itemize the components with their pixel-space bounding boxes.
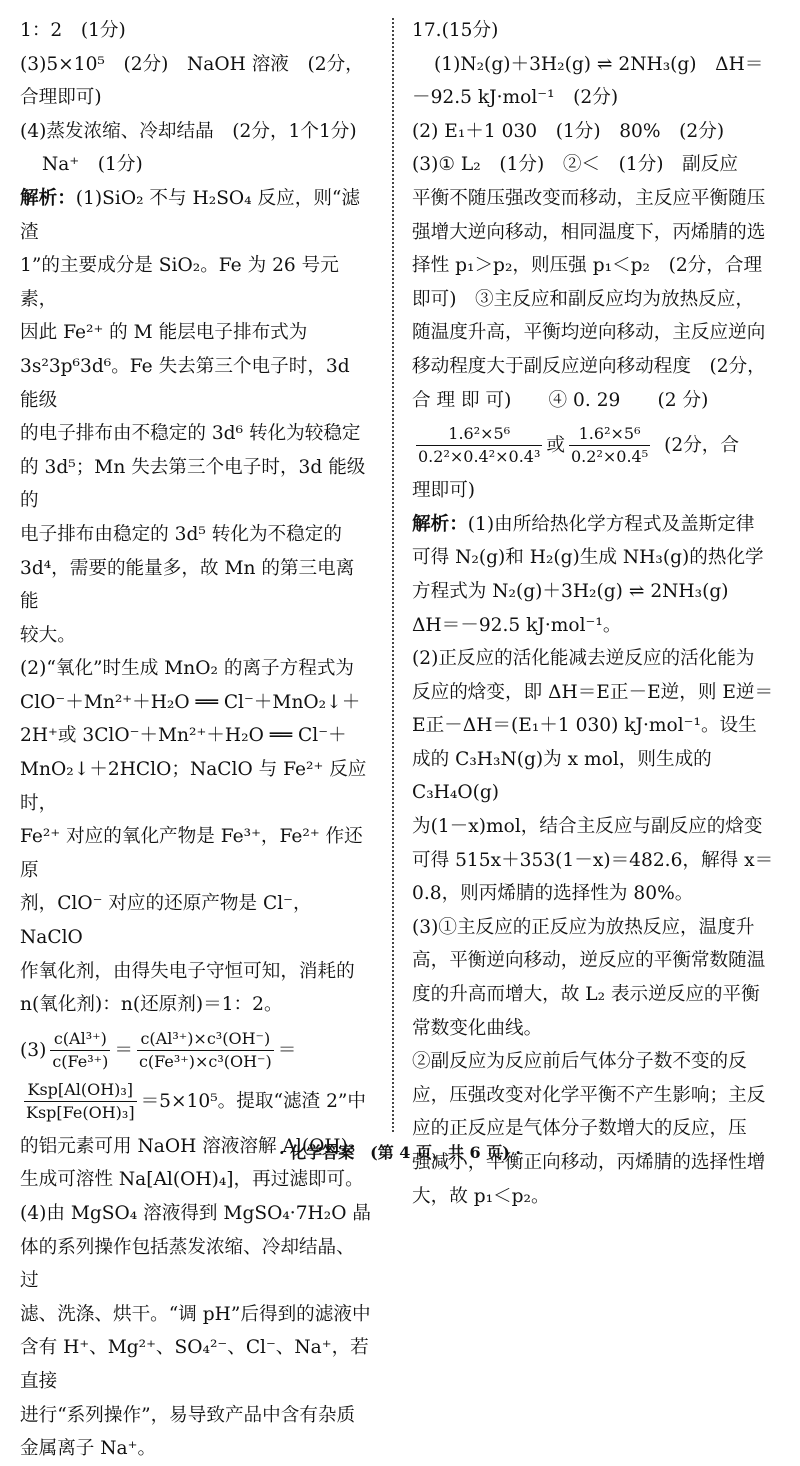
text-line: 移动程度大于副反应逆向移动程度 (2分， bbox=[412, 355, 766, 377]
text-line: (3)① L₂ (1分) ②＜ (1分) 副反应 bbox=[412, 154, 738, 176]
text-line: (2)正反应的活化能减去逆反应的活化能为 bbox=[412, 648, 755, 670]
text-line: MnO₂↓＋2HClO；NaClO 与 Fe²⁺ 反应时， bbox=[20, 759, 367, 814]
ksp-formula: $\frac{\text{Ksp[Al(OH)₃]}}{\text{Ksp[Fe(OH)₃]}}$ ＝5×10⁵。提取“滤渣 2”中 bbox=[26, 1079, 366, 1122]
text-line: 应的正反应是气体分子数增大的反应，压 bbox=[412, 1118, 747, 1140]
page-footer: · 化学答案 (第 4 页，共 6 页) · bbox=[279, 1143, 521, 1162]
text-line: 较大。 bbox=[20, 624, 76, 646]
ratio-formula: (3) $\frac{\text{c(Al³⁺)}}{\text{c(Fe³⁺)}}$ ＝ $\frac{\text{c(Al³⁺)×c³(OH⁻)}}{\text{c(Fe³⁺)×c³(OH⁻)}}$ ＝ bbox=[20, 1028, 297, 1071]
text-line: E正－ΔH＝(E₁＋1 030) kJ·mol⁻¹。设生 bbox=[412, 715, 757, 737]
text-line: 2H⁺或 3ClO⁻＋Mn²⁺＋H₂O ══ Cl⁻＋ bbox=[20, 725, 347, 747]
fraction: $\frac{\text{c(Al³⁺)}}{\text{c(Fe³⁺)}}$ bbox=[52, 1028, 109, 1071]
text-line: 解析：(1)由所给热化学方程式及盖斯定律 bbox=[412, 513, 755, 535]
text-line: 为(1－x)mol，结合主反应与副反应的焓变 bbox=[412, 816, 763, 838]
text-line: 择性 p₁＞p₂，则压强 p₁＜p₂ (2分，合理 bbox=[412, 255, 763, 277]
fraction: $\frac{\text{1.6²×5⁶}}{\text{0.2²×0.4⁵}}$ bbox=[571, 424, 649, 467]
column-divider bbox=[392, 18, 394, 1132]
question-number: 17.(15分) bbox=[412, 20, 499, 41]
text-line: 的铝元素可用 NaOH 溶液溶解 Al(OH)₃ bbox=[20, 1135, 356, 1157]
text-line: ClO⁻＋Mn²⁺＋H₂O ══ Cl⁻＋MnO₂↓＋ bbox=[20, 691, 361, 713]
text-line: 应，压强改变对化学平衡不产生影响；主反 bbox=[412, 1084, 766, 1106]
text-line: 方程式为 N₂(g)＋3H₂(g) ⇌ 2NH₃(g) bbox=[412, 580, 729, 602]
text-line: 可得 515x＋353(1－x)＝482.6，解得 x＝ bbox=[412, 849, 774, 871]
text-line: 合 理 即 可) ④ 0. 29 (2 分) bbox=[412, 389, 709, 411]
text-line: (2)“氧化”时生成 MnO₂ 的离子方程式为 bbox=[20, 658, 355, 680]
text-line: 理即可) bbox=[412, 480, 476, 502]
text-line: (4)由 MgSO₄ 溶液得到 MgSO₄·7H₂O 晶 bbox=[20, 1203, 371, 1224]
left-column bbox=[20, 14, 372, 1466]
analysis-label: 解析： bbox=[20, 187, 76, 209]
text-line: 大，故 p₁＜p₂。 bbox=[412, 1185, 550, 1207]
text-line: 反应的焓变，即 ΔH＝E正－E逆，则 E逆＝ bbox=[412, 681, 774, 703]
text-line: 强增大逆向移动，相同温度下，丙烯腈的选 bbox=[412, 221, 766, 243]
text-line: 的电子排布由不稳定的 3d⁶ 转化为较稳定 bbox=[20, 423, 361, 445]
text-line: 的 3d⁵；Mn 失去第三个电子时，3d 能级的 bbox=[20, 456, 366, 512]
text-line: 即可) ③主反应和副反应均为放热反应， bbox=[412, 288, 754, 310]
text-line: (1)N₂(g)＋3H₂(g) ⇌ 2NH₃(g) ΔH＝ bbox=[434, 53, 764, 75]
text-line: 成的 C₃H₃N(g)为 x mol，则生成的 C₃H₄O(g) bbox=[412, 748, 712, 804]
text-line: 因此 Fe²⁺ 的 M 能层电子排布式为 bbox=[20, 322, 308, 344]
text-line: 进行“系列操作”，易导致产品中含有杂质 bbox=[20, 1404, 356, 1426]
text-line: 含有 H⁺、Mg²⁺、SO₄²⁻、Cl⁻、Na⁺，若直接 bbox=[20, 1337, 369, 1392]
text-line: Fe²⁺ 对应的氧化产物是 Fe³⁺，Fe²⁺ 作还原 bbox=[20, 826, 363, 881]
text-line: 常数变化曲线。 bbox=[412, 1017, 543, 1039]
text-line: 合理即可) bbox=[20, 87, 102, 109]
text-line: ②副反应为反应前后气体分子数不变的反 bbox=[412, 1051, 747, 1073]
text-line: Na⁺ (1分) bbox=[42, 154, 143, 176]
text-line: 解析：(1)SiO₂ 不与 H₂SO₄ 反应，则“滤渣 bbox=[20, 187, 361, 243]
text-line: 3s²3p⁶3d⁶。Fe 失去第三个电子时，3d 能级 bbox=[20, 355, 350, 411]
text-line: 电子排布由稳定的 3d⁵ 转化为不稳定的 bbox=[20, 523, 342, 545]
text-line: 0.8，则丙烯腈的选择性为 80%。 bbox=[412, 883, 694, 905]
fraction: $\frac{\text{1.6²×5⁶}}{\text{0.2²×0.4²×0.4³}}$ bbox=[418, 424, 541, 467]
text-line: 1：2 (1分) bbox=[20, 20, 126, 41]
fraction: $\frac{\text{c(Al³⁺)×c³(OH⁻)}}{\text{c(Fe³⁺)×c³(OH⁻)}}$ bbox=[138, 1028, 272, 1071]
text-line: (4)蒸发浓缩、冷却结晶 (2分，1个1分) bbox=[20, 120, 357, 142]
text-line: 随温度升高，平衡均逆向移动，主反应逆向 bbox=[412, 322, 766, 344]
right-column bbox=[412, 14, 782, 1213]
text-line: (3)①主反应的正反应为放热反应，温度升 bbox=[412, 916, 755, 938]
text-line: 生成可溶性 Na[Al(OH)₄]，再过滤即可。 bbox=[20, 1169, 364, 1191]
text-line: 金属离子 Na⁺。 bbox=[20, 1438, 157, 1460]
text-line: 平衡不随压强改变而移动，主反应平衡随压 bbox=[412, 187, 766, 209]
text-line: 体的系列操作包括蒸发浓缩、冷却结晶、过 bbox=[20, 1236, 355, 1292]
equilibrium-constant-formula: $\frac{\text{1.6²×5⁶}}{\text{0.2²×0.4²×0.4³}}$ 或 $\frac{\text{1.6²×5⁶}}{\text{0.2²×0.4⁵}}$ (2分，合 bbox=[418, 424, 739, 467]
text-line: 3d⁴，需要的能量多，故 Mn 的第三电离能 bbox=[20, 557, 355, 613]
analysis-label: 解析： bbox=[412, 513, 468, 535]
text-line: n(氧化剂)：n(还原剂)＝1：2。 bbox=[20, 994, 283, 1016]
text-line: (2) E₁＋1 030 (1分) 80% (2分) bbox=[412, 120, 725, 142]
text-line: 度的升高而增大，故 L₂ 表示逆反应的平衡 bbox=[412, 984, 760, 1006]
text-line: 高，平衡逆向移动，逆反应的平衡常数随温 bbox=[412, 950, 766, 972]
text-line: 作氧化剂，由得失电子守恒可知，消耗的 bbox=[20, 960, 355, 982]
text-line: 滤、洗涤、烘干。“调 pH”后得到的滤液中 bbox=[20, 1303, 371, 1325]
text-line: 强减小，平衡正向移动，丙烯腈的选择性增 bbox=[412, 1152, 766, 1173]
text-line: 可得 N₂(g)和 H₂(g)生成 NH₃(g)的热化学 bbox=[412, 547, 764, 569]
fraction: $\frac{\text{Ksp[Al(OH)₃]}}{\text{Ksp[Fe(OH)₃]}}$ bbox=[26, 1079, 135, 1122]
text-line: 1”的主要成分是 SiO₂。Fe 为 26 号元素， bbox=[20, 255, 339, 310]
text-line: ΔH＝－92.5 kJ·mol⁻¹。 bbox=[412, 614, 622, 636]
text-line: 剂，ClO⁻ 对应的还原产物是 Cl⁻，NaClO bbox=[20, 893, 312, 949]
text-line: －92.5 kJ·mol⁻¹ (2分) bbox=[412, 87, 619, 109]
text-line: (3)5×10⁵ (2分) NaOH 溶液 (2分， bbox=[20, 53, 364, 75]
